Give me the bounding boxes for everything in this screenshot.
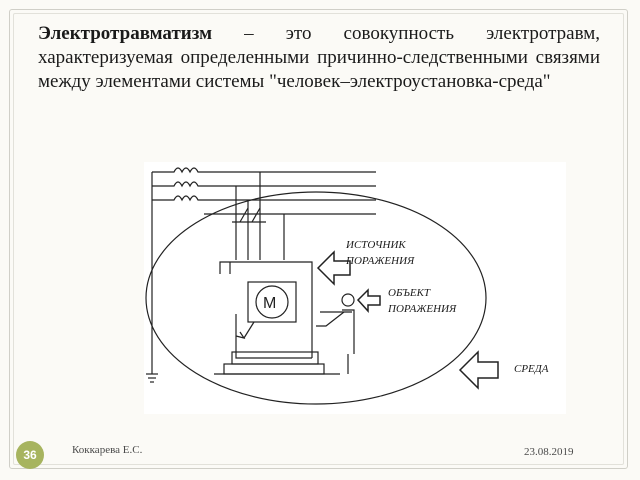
- person-icon: [316, 294, 354, 374]
- diagram-svg: [144, 162, 566, 414]
- label-source-line2: ПОРАЖЕНИЯ: [346, 255, 415, 267]
- contact-arrows: [236, 322, 254, 338]
- title-definition: – это совокупность электротравм, характеризуемая определенными причинно-следственными связями между элементами системы "человек–электроустановка-среда": [38, 23, 600, 92]
- label-environment: СРЕДА: [514, 363, 549, 375]
- environment-arrow-icon: [460, 352, 498, 388]
- supply-wires: [232, 172, 284, 260]
- footer-date: 23.08.2019: [524, 446, 574, 458]
- label-object-line2: ПОРАЖЕНИЯ: [388, 303, 457, 315]
- ground-symbol: [146, 374, 158, 382]
- title-term: Электротравматизм: [38, 23, 213, 44]
- electrotrauma-diagram: [144, 162, 566, 414]
- motor-label: M: [263, 295, 277, 312]
- footer-author: Коккарева Е.С.: [72, 444, 143, 456]
- page-number-badge: 36: [16, 441, 44, 469]
- slide-title: [38, 22, 600, 94]
- power-line-coils: [152, 168, 204, 200]
- environment-oval: [146, 192, 486, 404]
- object-arrow-icon: [358, 290, 380, 311]
- label-source-line1: ИСТОЧНИК: [346, 239, 406, 251]
- label-object-line1: ОБЪЕКТ: [388, 287, 431, 299]
